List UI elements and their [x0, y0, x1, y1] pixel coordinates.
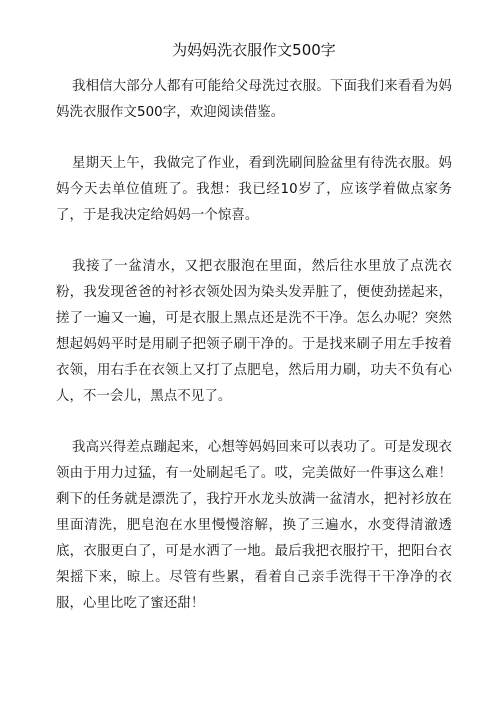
paragraph-sunday: 星期天上午，我做完了作业，看到洗刷间脸盆里有待洗衣服。妈妈今天去单位值班了。我想：我已经10岁了，应该学着做点家务了，于是我决定给妈妈一个惊喜。 [56, 156, 452, 223]
paragraph-washing: 我接了一盆清水，又把衣服泡在里面，然后往水里放了点洗衣粉，我发现爸爸的衬衫衣领处因为染头发弄脏了，便使劲搓起来，搓了一遍又一遍，可是衣服上黑点还是洗不干净。怎么办呢？突然想起妈妈平时是用刷子把领子刷干净的。于是找来刷子用左手按着衣领，用右手在衣领上又打了点肥皂，然后用力刷，功夫不负有心人，不一会儿，黑点不见了。 [56, 259, 452, 404]
document-title: 为妈妈洗衣服作文500字 [172, 41, 336, 59]
paragraph-rinsing: 我高兴得差点蹦起来，心想等妈妈回来可以表功了。可是发现衣领由于用力过猛，有一处刷起毛了。哎，完美做好一件事这么难！剩下的任务就是漂洗了，我拧开水龙头放满一盆清水，把衬衫放在里面清洗，肥皂泡在水里慢慢溶解，换了三遍水，水变得清澈透底，衣服更白了，可是水洒了一地。最后我把衣服拧干，把阳台衣架摇下来，晾上。尽管有些累，看着自己亲手洗得干干净净的衣服，心里比吃了蜜还甜！ [56, 440, 452, 611]
paragraph-intro: 我相信大部分人都有可能给父母洗过衣服。下面我们来看看为妈妈洗衣服作文500字，欢迎阅读借鉴。 [56, 79, 452, 120]
